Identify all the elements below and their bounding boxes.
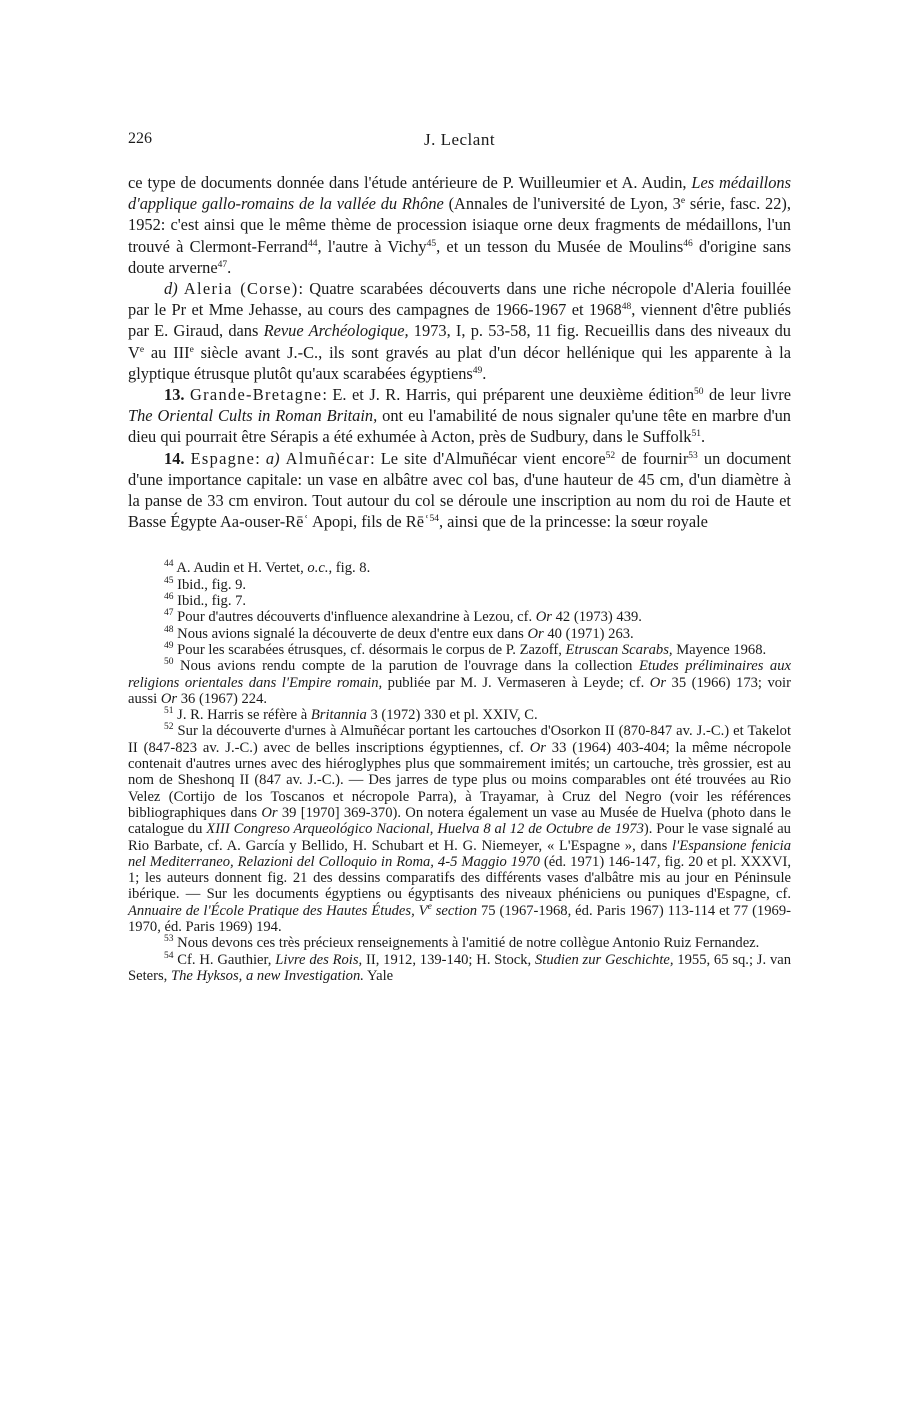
paragraph-vienne-medallions: ce type de documents donnée dans l'étude antérieure de P. Wuilleumier et A. Audin, Les médaillons d'applique gallo-romains de la vallée du Rhône (Annales de l'université de Lyon, 3e série, fasc. 22), 1952: c'est ainsi que le même thème de procession isiaque orne deux fragments de médaillons, l'un trouvé à Clermont-Ferrand$^{44}$, l'autre à Vichy$^{45}$, et un tesson du Musée de Moulins$^{46}$ d'origine sans doute arverne$^{47}$. [128,173,792,277]
footnote-49: $^{49}$ Pour les scarabées étrusques, cf. désormais le corpus de P. Zazoff, Etruscan Scarabs, Mayence 1968. [164,640,767,658]
footnote-ref-53[interactable]: 53 [688,450,698,461]
footnote-54: $^{54}$ Cf. H. Gauthier, Livre des Rois, II, 1912, 139-140; H. Stock, Studien zur Geschichte, 1955, 65 sq.; J. van Seters, The Hyksos, a new Investigation. Yale [128,950,792,984]
footnote-44: $^{44}$ A. Audin et H. Vertet, o.c., fig. 8. [164,559,371,577]
footnote-53: $^{53}$ Nous devons ces très précieux renseignements à l'amitié de notre collègue Antonio Ruiz Fernandez. [164,934,760,952]
running-head-author: J. Leclant [423,130,496,149]
section-heading-grande-bretagne: Grande-Bretagne [190,385,323,405]
paragraph-espagne: 14. Espagne: a) Almuñécar: Le site d'Almuñécar vient encore$^{52}$ de fournir$^{53}$ un document d'une importance capitale: un vase en albâtre avec col bas, d'une hauteur de 45 cm, d'un diamètre à la panse de 33 cm environ. Tout autour du col se déroule une inscription au nom du roi de Haute et Basse Égypte Aa-ouser-Rēʿ Apopi, fils de Rēʿ$^{54}$, ainsi que de la princesse: la sœur royale [128,448,791,532]
paragraph-aleria: d) Aleria (Corse): Quatre scarabées découverts dans une riche nécropole d'Aleria fouillée par le Pr et Mme Jehasse, au cours des campagnes de 1966-1967 et 1968$^{48}$, viennent d'être publiés par E. Giraud, dans Revue Archéologique, 1973, I, p. 53-58, 11 fig. Recueillis dans des niveaux du Ve au IIIe siècle avant J.-C., ils sont gravés au plat d'un décor hellénique qui les apparente à la glyptique étrusque plutôt qu'aux scarabées égyptiens$^{49}$. [128,279,792,383]
footnote-ref-49[interactable]: 49 [472,365,483,376]
footnote-47: $^{47}$ Pour d'autres découverts d'influence alexandrine à Lezou, cf. Or 42 (1973) 439. [164,608,642,626]
section-heading-aleria: Aleria (Corse) [183,279,299,299]
footnote-ref-54[interactable]: 54 [429,514,439,525]
footnote-ref-51[interactable]: 51 [691,429,701,440]
footnote-ref-47[interactable]: 47 [217,259,228,270]
section-heading-espagne: Espagne [190,448,256,468]
section-number-13: 13. [164,385,185,405]
page [128,130,791,984]
footnote-ref-50[interactable]: 50 [694,387,704,398]
footnote-ref-46[interactable]: 46 [683,238,693,249]
footnote-ref-52[interactable]: 52 [605,450,616,461]
footnote-50: $^{50}$ Nous avions rendu compte de la parution de l'ouvrage dans la collection Etudes préliminaires aux religions orientales dans l'Empire romain, publiée par M. J. Vermaseren à Leyde; cf. Or 35 (1966) 173; voir aussi Or 36 (1967) 224. [128,657,791,707]
main-text [128,172,791,532]
section-heading-almunecar: Almuñécar [285,448,371,468]
footnote-ref-45[interactable]: 45 [426,238,437,249]
footnote-51: $^{51}$ J. R. Harris se réfère à Britannia 3 (1972) 330 et pl. XXIV, C. [164,706,538,724]
footnotes [128,560,791,984]
page-number: 226 [128,130,152,147]
footnote-ref-48[interactable]: 48 [621,302,632,313]
footnote-46: $^{46}$ Ibid., fig. 7. [164,592,247,610]
running-header [128,130,791,154]
paragraph-grande-bretagne: 13. Grande-Bretagne: E. et J. R. Harris, qui préparent une deuxième édition$^{50}$ de leur livre The Oriental Cults in Roman Britain, ont eu l'amabilité de nous signaler qu'une tête en marbre d'un dieu qui pourrait être Sérapis a été exhumée à Acton, près de Sudbury, dans le Suffolk$^{51}$. [128,385,791,447]
footnote-52: $^{52}$ Sur la découverte d'urnes à Almuñécar portant les cartouches d'Osorkon II (870-847 av. J.-C.) et Takelot II (847-823 av. J.-C.) avec de belles inscriptions égyptiennes, cf. Or 33 (1964) 403-404; la même nécropole contenait d'autres urnes avec des hiéroglyphes plus que sommairement imités; un cartouche, très grossier, est au nom de Sheshonq II (847 av. J.-C.). — Des jarres de type plus ou moins comparables ont été trouvées au Rio Velez (Cortijo de los Toscanos et nécropole Parra), à Trayamar, à Cruz del Negro (voir les références bibliographiques dans Or 39 [1970] 369-370). On notera également un vase au Musée de Huelva (photo dans le catalogue du XIII Congreso Arqueológico Nacional, Huelva 8 al 12 de Octubre de 1973). Pour le vase signalé au Rio Barbate, cf. A. García y Bellido, H. Schubart et H. G. Niemeyer, « L'Espagne », dans l'Espansione fenicia nel Mediterraneo, Relazioni del Colloquio in Roma, 4-5 Maggio 1970 (éd. 1971) 146-147, fig. 20 et pl. XXXVI, 1; les auteurs donnent fig. 21 des dessins comparatifs des différents vases d'albâtre mis au jour en Péninsule ibérique. — Sur les documents égyptiens ou égyptisants des niveaux phéniciens ou puniques d'Espagne, cf. Annuaire de l'École Pratique des Hautes Études, Ve section 75 (1967-1968, éd. Paris 1967) 113-114 et 77 (1969-1970, éd. Paris 1969) 194. [128,722,791,935]
section-number-14: 14. [164,448,185,468]
footnote-45: $^{45}$ Ibid., fig. 9. [164,575,247,593]
footnote-ref-44[interactable]: 44 [307,238,318,249]
footnote-48: $^{48}$ Nous avions signalé la découverte de deux d'entre eux dans Or 40 (1971) 263. [164,624,634,642]
